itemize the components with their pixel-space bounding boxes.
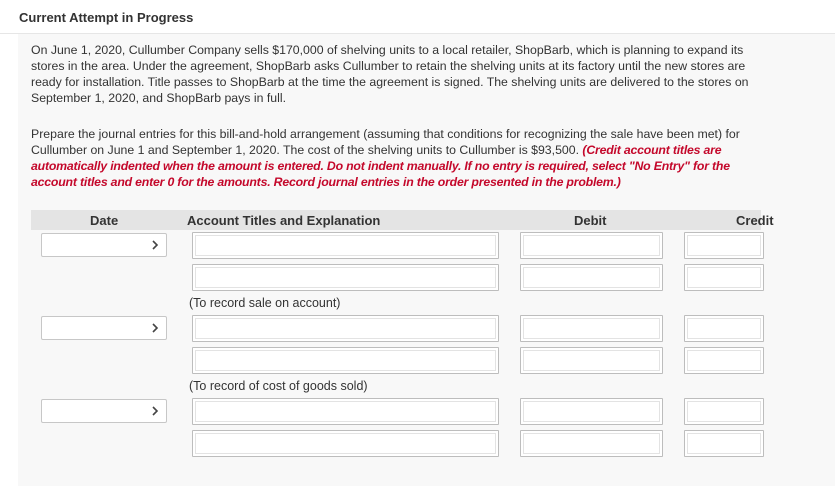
problem-paragraph-1: On June 1, 2020, Cullumber Company sells $170,000 of shelving units to a local retailer, ShopBarb, which is planning to expand its stores in the area. Under the agreement, ShopBarb asks Cullumber to retain the shelving units at its factory until the new stores are ready for installation. Title passes to ShopBarb at the time the agreement is signed. The shelving units are delivered to the stores on September 1, 2020, and ShopBarb pays in full. <box>31 43 749 105</box>
problem-task-text: Prepare the journal entries for this bill-and-hold arrangement (assuming that conditions for recognizing the sale have been met) for Cullumber on June 1 and September 1, 2020. The cost of the shelving units to Cullumber is $93,500. <box>31 127 740 157</box>
problem-instructions: (Credit account titles are automatically indented when the amount is entered. Do not indent manually. If no entry is required, select "No Entry" for the account titles and enter 0 for the amounts. Record journal entries in the order presented in the problem.) <box>31 143 730 189</box>
entry-1-line-1-debit[interactable] <box>520 232 663 259</box>
entry-2-line-2-account[interactable] <box>192 347 499 374</box>
entry-3-line-2-debit[interactable] <box>520 430 663 457</box>
entry-2-memo: (To record of cost of goods sold) <box>189 379 368 393</box>
entry-2-line-1-credit[interactable] <box>684 315 764 342</box>
problem-paragraph-2 <box>31 126 761 190</box>
entry-3-line-1-debit[interactable] <box>520 398 663 425</box>
entry-2-line-2-credit[interactable] <box>684 347 764 374</box>
chevron-down-icon <box>150 406 160 416</box>
entry-3-line-2-credit[interactable] <box>684 430 764 457</box>
entry-1-line-2-credit[interactable] <box>684 264 764 291</box>
entry-3-line-2-account[interactable] <box>192 430 499 457</box>
entry-2-line-1-account[interactable] <box>192 315 499 342</box>
column-header-debit: Debit <box>574 213 607 228</box>
attempt-header <box>0 0 835 34</box>
journal-table-header <box>31 210 774 230</box>
entry-2-date-select[interactable] <box>41 316 167 340</box>
entry-2-line-1-debit[interactable] <box>520 315 663 342</box>
column-header-credit: Credit <box>736 213 774 228</box>
column-header-date: Date <box>90 213 119 228</box>
entry-3-date-select[interactable] <box>41 399 167 423</box>
entry-1-line-2-account[interactable] <box>192 264 499 291</box>
entry-2-line-2-debit[interactable] <box>520 347 663 374</box>
entry-3-line-1-account[interactable] <box>192 398 499 425</box>
attempt-status-title: Current Attempt in Progress <box>19 10 194 25</box>
entry-1-date-select[interactable] <box>41 233 167 257</box>
entry-1-line-2-debit[interactable] <box>520 264 663 291</box>
column-header-account: Account Titles and Explanation <box>187 213 381 228</box>
entry-1-line-1-account[interactable] <box>192 232 499 259</box>
chevron-down-icon <box>150 240 160 250</box>
entry-1-memo: (To record sale on account) <box>189 296 341 310</box>
entry-3-line-1-credit[interactable] <box>684 398 764 425</box>
chevron-down-icon <box>150 323 160 333</box>
entry-1-line-1-credit[interactable] <box>684 232 764 259</box>
